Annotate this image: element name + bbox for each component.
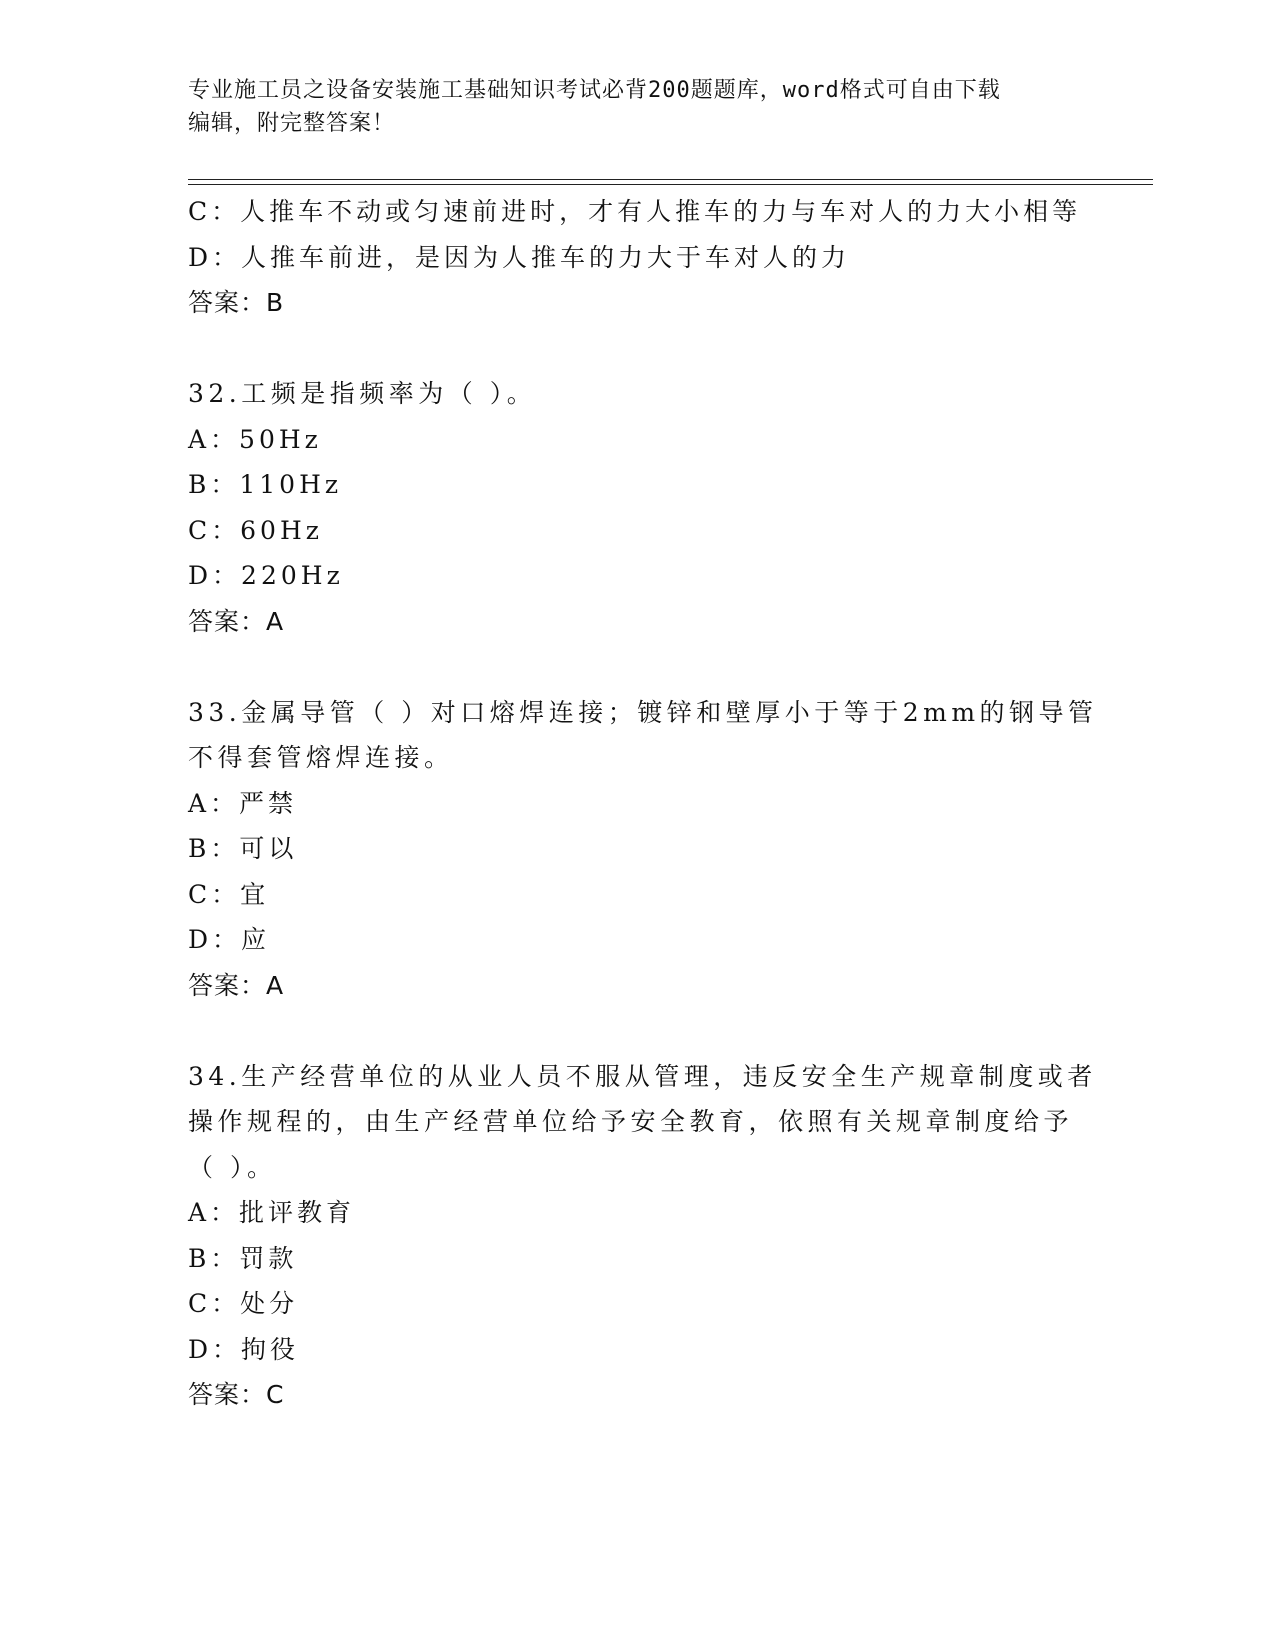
option-d: D：应 <box>188 925 271 954</box>
question-text: 不得套管熔焊连接。 <box>188 743 454 772</box>
question-text: （ ）。 <box>188 1152 277 1182</box>
header-title-line-1: 专业施工员之设备安装施工基础知识考试必背200题题库，word格式可自由下载 <box>188 78 1001 103</box>
question-32 <box>188 371 1088 644</box>
question-34 <box>188 1054 1097 1418</box>
option-a: A：批评教育 <box>188 1198 356 1227</box>
header-title-line-2: 编辑，附完整答案！ <box>188 111 396 136</box>
question-text: 33.金属导管（ ）对口熔焊连接；镀锌和壁厚小于等于2mm的钢导管 <box>188 697 1098 727</box>
header-divider-top <box>188 179 1153 180</box>
answer-line: 答案：C <box>188 1380 285 1409</box>
question-text: 操作规程的，由生产经营单位给予安全教育，依照有关规章制度给予 <box>188 1107 1074 1136</box>
option-c: C：人推车不动或匀速前进时，才有人推车的力与车对人的力大小相等 <box>188 197 1082 226</box>
option-b: B：110Hz <box>188 470 343 499</box>
question-33 <box>188 690 1098 1009</box>
option-d: D：拘役 <box>188 1334 300 1364</box>
option-b: B：罚款 <box>188 1243 298 1273</box>
option-d: D：220Hz <box>188 561 344 590</box>
spacer <box>188 1008 1088 1054</box>
option-a: A：50Hz <box>188 424 322 454</box>
answer-line: 答案：A <box>188 970 285 1000</box>
option-c: C：宜 <box>188 879 270 909</box>
option-c: C：处分 <box>188 1289 299 1318</box>
option-c: C：60Hz <box>188 515 323 545</box>
answer-line: 答案：B <box>188 288 285 317</box>
document-header <box>188 74 1088 140</box>
header-divider-bottom <box>188 184 1153 185</box>
option-a: A：严禁 <box>188 788 298 818</box>
spacer <box>188 326 1088 372</box>
option-d: D：人推车前进，是因为人推车的力大于车对人的力 <box>188 242 851 272</box>
question-31-continued <box>188 189 1088 326</box>
spacer <box>188 644 1088 690</box>
question-list <box>188 189 1098 1418</box>
option-b: B：可以 <box>188 834 298 863</box>
question-text: 32.工频是指频率为（ ）。 <box>188 379 537 408</box>
answer-line: 答案：A <box>188 606 285 636</box>
question-text: 34.生产经营单位的从业人员不服从管理，违反安全生产规章制度或者 <box>188 1061 1097 1091</box>
